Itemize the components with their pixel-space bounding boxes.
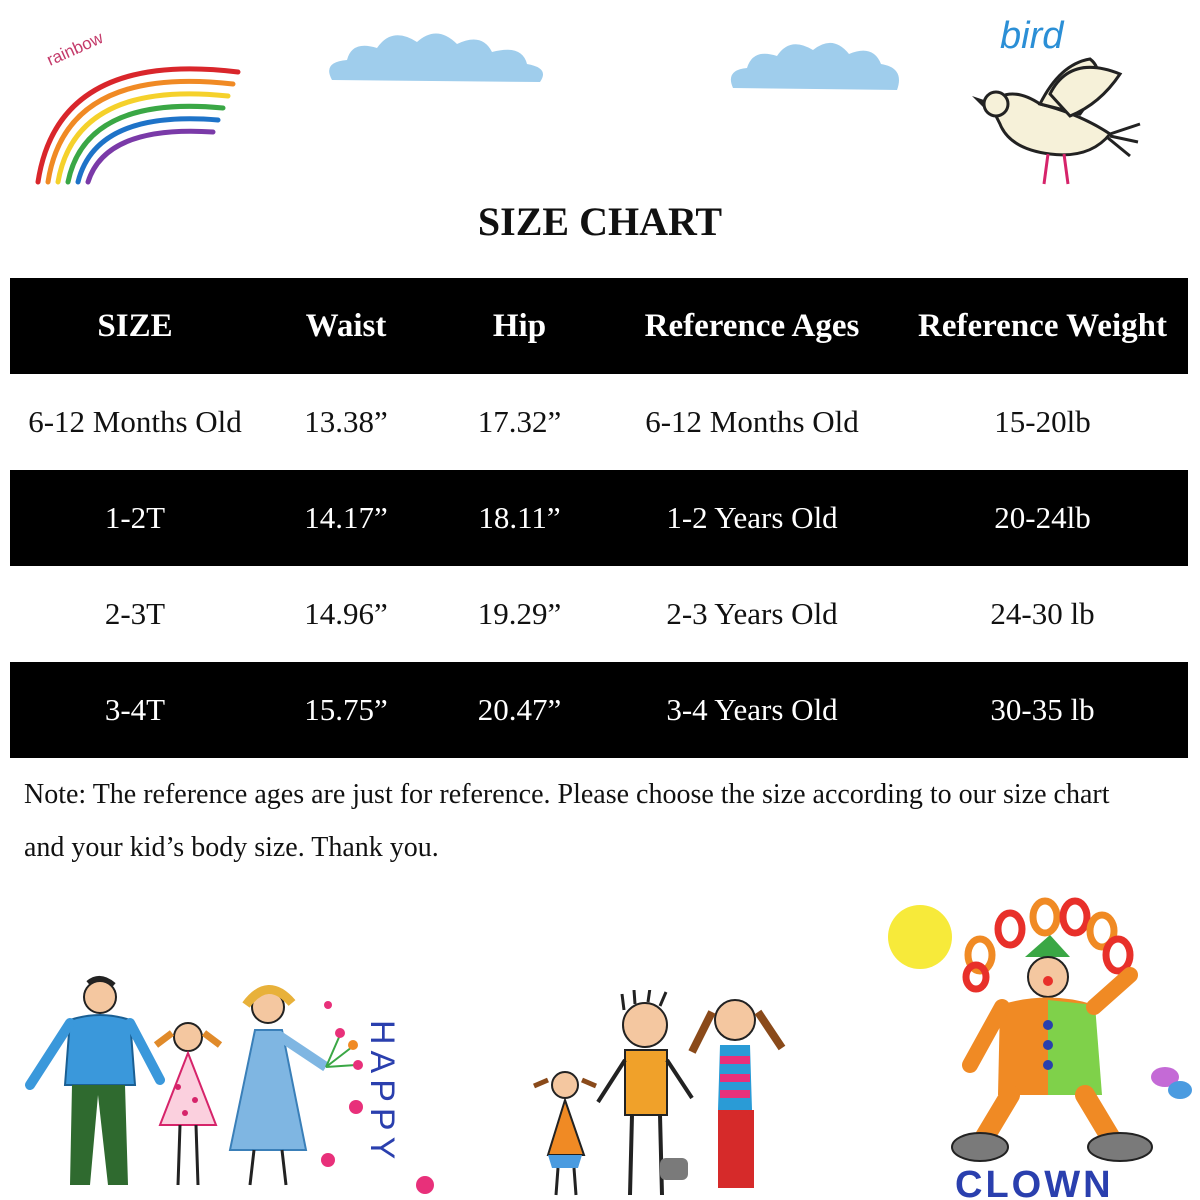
table-header-row (10, 278, 1188, 374)
cell-waist: 15.75” (304, 692, 388, 727)
cell-waist: 14.96” (304, 596, 388, 631)
cell-waist: 13.38” (304, 404, 388, 439)
header-reference-weight: Reference Weight (918, 307, 1167, 344)
cell-hip: 19.29” (477, 596, 562, 631)
cell-reference-weight: 24-30 lb (990, 596, 1095, 631)
cell-hip: 18.11” (478, 500, 561, 535)
happy-label: HAPPY (363, 1020, 401, 1166)
size-table (10, 278, 1188, 758)
rainbow-label: rainbow (43, 28, 107, 70)
cell-reference-weight: 20-24lb (994, 500, 1091, 535)
header-reference-ages: Reference Ages (644, 307, 860, 344)
cell-waist: 14.17” (304, 500, 388, 535)
cell-reference-weight: 15-20lb (994, 404, 1091, 439)
bird-label: bird (1000, 15, 1064, 57)
cell-reference-ages: 1-2 Years Old (666, 500, 838, 535)
cell-size: 3-4T (104, 692, 166, 727)
page-title: SIZE CHART (477, 199, 723, 244)
cloud-icon (725, 28, 905, 98)
bird-icon (970, 4, 1150, 194)
cell-hip: 17.32” (477, 404, 562, 439)
cloud-icon (322, 22, 552, 92)
clown-label: CLOWN (955, 1164, 1114, 1200)
cell-reference-weight: 30-35 lb (990, 692, 1095, 727)
cell-size: 6-12 Months Old (28, 404, 242, 439)
cell-reference-ages: 6-12 Months Old (645, 404, 859, 439)
cell-size: 1-2T (104, 500, 166, 535)
header-size: SIZE (97, 307, 173, 344)
note-line-1: Note: The reference ages are just for reference. Please choose the size according to our size chart (24, 779, 1110, 810)
note-line-2: and your kid’s body size. Thank you. (24, 832, 439, 863)
cell-size: 2-3T (104, 596, 166, 631)
rainbow-icon (28, 10, 248, 190)
family-drawing-icon (10, 975, 450, 1200)
clown-drawing-icon (880, 895, 1200, 1200)
table-row (10, 374, 1188, 470)
table-row (10, 470, 1188, 566)
kids-drawing-icon (520, 990, 810, 1200)
header-hip: Hip (492, 307, 547, 344)
header-waist: Waist (305, 307, 387, 344)
size-note (24, 768, 1184, 874)
cell-reference-ages: 3-4 Years Old (666, 692, 838, 727)
cell-reference-ages: 2-3 Years Old (666, 596, 838, 631)
table-row (10, 566, 1188, 662)
table-row (10, 662, 1188, 758)
cell-hip: 20.47” (477, 692, 562, 727)
